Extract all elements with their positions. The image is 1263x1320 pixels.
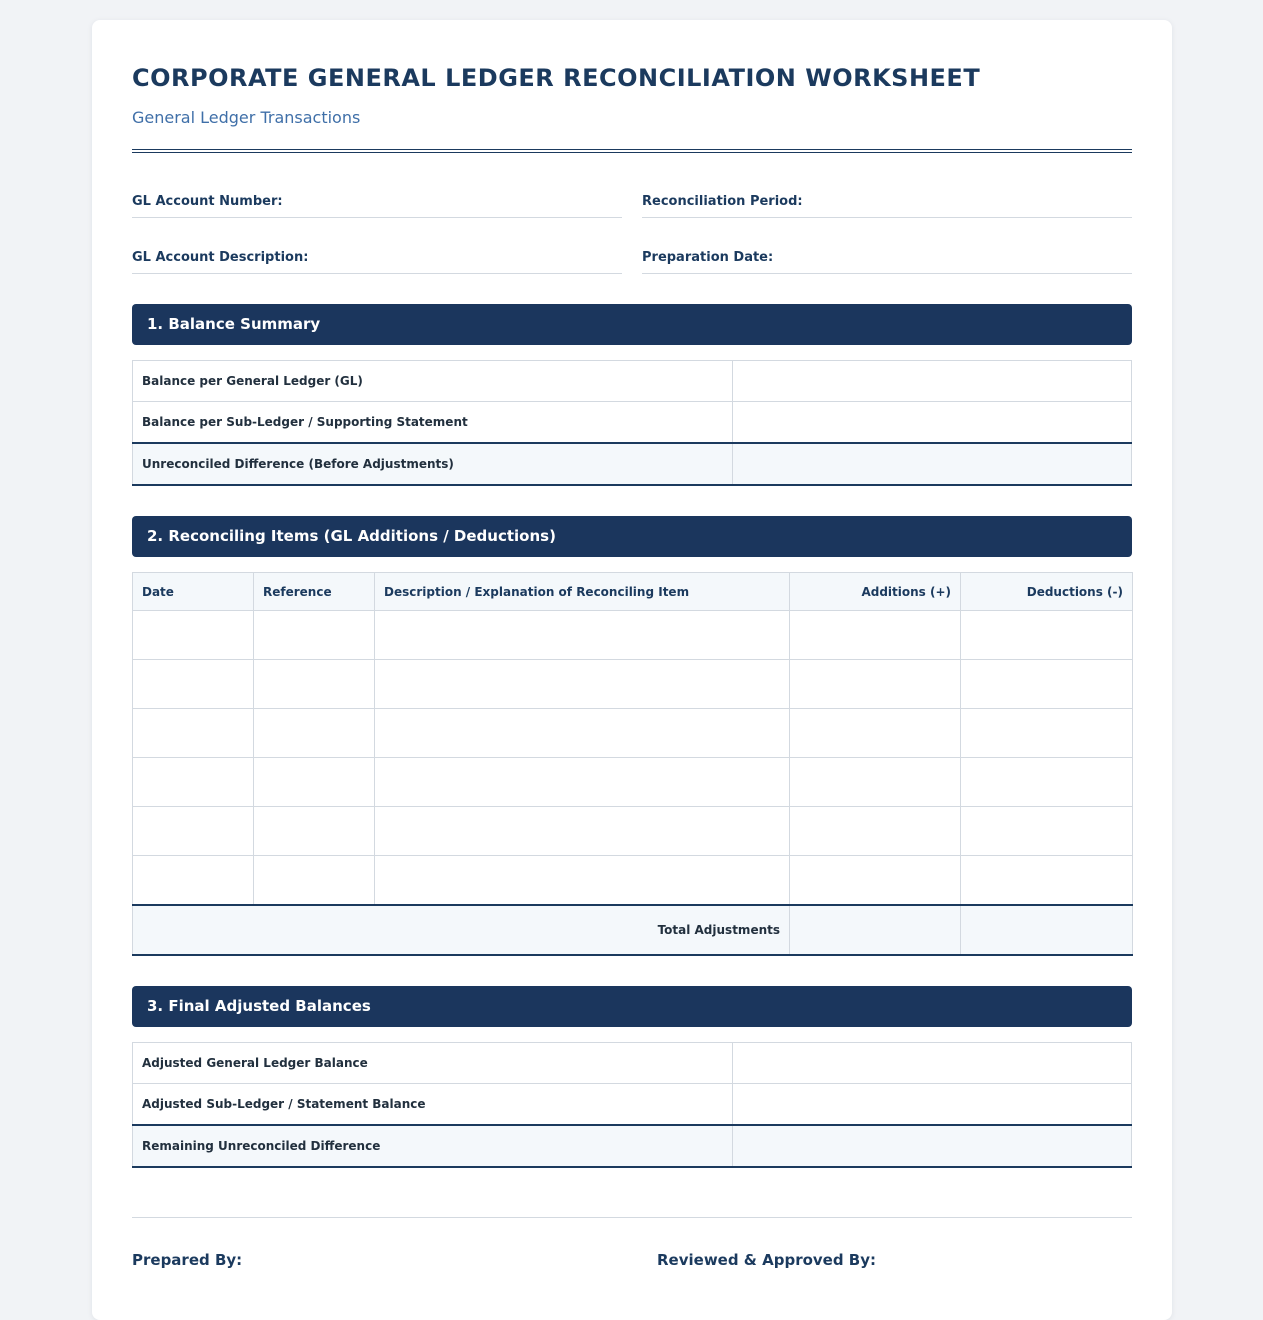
amount-cell[interactable] [733,443,1132,485]
cell[interactable] [375,807,790,856]
column-header-description: Description / Explanation of Reconciling Item [375,573,790,611]
cell[interactable] [254,807,375,856]
final-balances-table [132,1042,1132,1168]
cell[interactable] [961,856,1133,906]
row-label: Remaining Unreconciled Difference [133,1125,733,1167]
section-title: 2. Reconciling Items (GL Additions / Deductions) [147,527,556,545]
section-reconciling-items-header [132,516,1132,557]
section-title: 3. Final Adjusted Balances [147,997,371,1015]
cell[interactable] [790,611,961,660]
total-additions-cell[interactable] [790,905,961,955]
cell[interactable] [961,709,1133,758]
total-deductions-cell[interactable] [961,905,1133,955]
cell[interactable] [375,709,790,758]
column-header-additions: Additions (+) [790,573,961,611]
total-adjustments-label: Total Adjustments [133,905,790,955]
cell[interactable] [133,611,254,660]
cell[interactable] [961,758,1133,807]
row-label: Adjusted Sub-Ledger / Statement Balance [133,1084,733,1126]
table-row [133,361,1132,402]
reviewed-by-label: Reviewed & Approved By: [657,1251,877,1269]
table-row [133,443,1132,485]
column-header-date: Date [133,573,254,611]
gl-account-number-field[interactable] [132,182,622,218]
cell[interactable] [375,660,790,709]
cell[interactable] [375,758,790,807]
cell[interactable] [790,856,961,906]
cell[interactable] [790,758,961,807]
table-row [133,709,1133,758]
cell[interactable] [254,856,375,906]
cell[interactable] [133,856,254,906]
cell[interactable] [133,709,254,758]
cell[interactable] [254,758,375,807]
row-label: Balance per Sub-Ledger / Supporting Statement [133,402,733,444]
cell[interactable] [133,660,254,709]
amount-cell[interactable] [733,402,1132,444]
section-final-balances-header [132,986,1132,1027]
preparation-date-label: Preparation Date: [642,250,774,265]
cell[interactable] [375,856,790,906]
table-row [133,611,1133,660]
cell[interactable] [133,807,254,856]
table-row [133,660,1133,709]
table-row [133,402,1132,444]
table-row [133,1084,1132,1126]
signature-divider [132,1217,1132,1218]
cell[interactable] [961,660,1133,709]
cell[interactable] [790,660,961,709]
table-row [133,807,1133,856]
section-title: 1. Balance Summary [147,315,321,333]
header-divider [132,149,1132,153]
gl-account-number-label: GL Account Number: [132,194,283,209]
section-balance-summary-header [132,304,1132,345]
amount-cell[interactable] [733,1084,1132,1126]
cell[interactable] [375,611,790,660]
row-label: Adjusted General Ledger Balance [133,1043,733,1084]
amount-cell[interactable] [733,1125,1132,1167]
prepared-by-label: Prepared By: [132,1251,243,1269]
preparation-date-field[interactable] [642,238,1132,274]
table-header-row [133,573,1133,611]
page-subtitle: General Ledger Transactions [132,108,361,127]
table-row [133,856,1133,906]
cell[interactable] [790,807,961,856]
cell[interactable] [961,807,1133,856]
worksheet-card [92,20,1172,1320]
cell[interactable] [254,709,375,758]
page-title: CORPORATE GENERAL LEDGER RECONCILIATION WORKSHEET [132,64,981,92]
cell[interactable] [961,611,1133,660]
reconciliation-period-label: Reconciliation Period: [642,194,803,209]
balance-summary-table [132,360,1132,486]
cell[interactable] [133,758,254,807]
gl-account-description-label: GL Account Description: [132,250,309,265]
table-row [133,758,1133,807]
reconciliation-period-field[interactable] [642,182,1132,218]
table-row [133,1125,1132,1167]
amount-cell[interactable] [733,1043,1132,1084]
total-row [133,905,1133,955]
reconciling-items-table [132,572,1133,956]
cell[interactable] [790,709,961,758]
table-row [133,1043,1132,1084]
amount-cell[interactable] [733,361,1132,402]
row-label: Balance per General Ledger (GL) [133,361,733,402]
gl-account-description-field[interactable] [132,238,622,274]
cell[interactable] [254,660,375,709]
column-header-reference: Reference [254,573,375,611]
cell[interactable] [254,611,375,660]
column-header-deductions: Deductions (-) [961,573,1133,611]
row-label: Unreconciled Difference (Before Adjustments) [133,443,733,485]
